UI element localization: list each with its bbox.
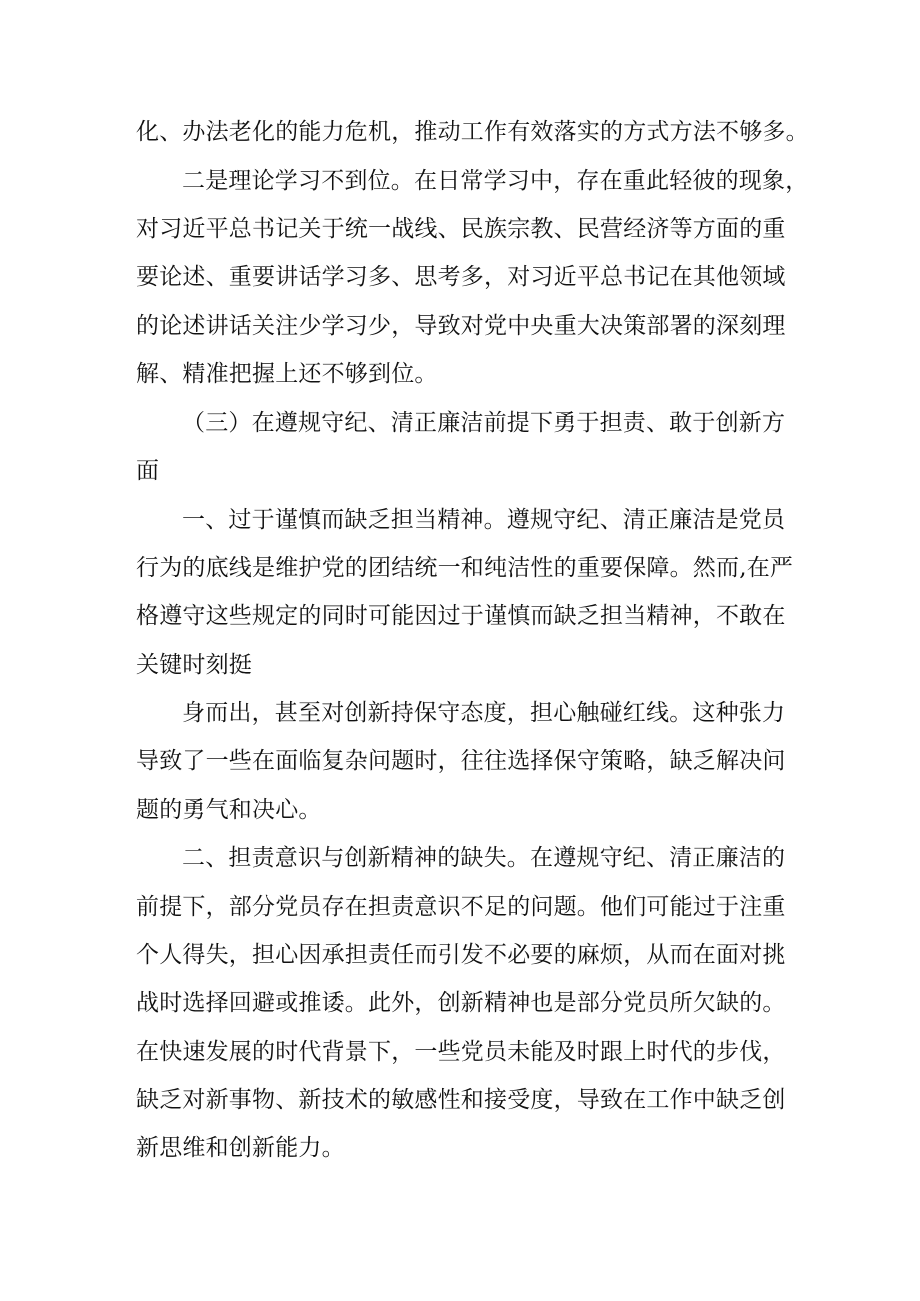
section-heading-continued: 面 xyxy=(136,458,160,484)
text-line-5: 的论述讲话关注少学习少，导致对党中央重大决策部署的深刻理 xyxy=(136,313,786,339)
text-line-12: 关键时刻挺 xyxy=(136,652,252,678)
text-line-4: 要论述、重要讲话学习多、思考多，对习近平总书记在其他领域 xyxy=(136,264,786,290)
text-line-9: 一、过于谨慎而缺乏担当精神。遵规守纪、清正廉洁是党员 xyxy=(182,507,786,533)
text-line-18: 个人得失，担心因承担责任而引发不必要的麻烦，从而在面对挑 xyxy=(136,942,786,968)
text-line-1: 化、办法老化的能力危机，推动工作有效落实的方式方法不够多。 xyxy=(136,119,809,145)
text-line-6: 解、精准把握上还不够到位。 xyxy=(136,361,438,387)
text-line-11: 格遵守这些规定的同时可能因过于谨慎而缺乏担当精神，不敢在 xyxy=(136,603,786,629)
text-line-14: 导致了一些在面临复杂问题时，往往选择保守策略，缺乏解决问 xyxy=(136,748,786,774)
text-line-17: 前提下，部分党员存在担责意识不足的问题。他们可能过于注重 xyxy=(136,894,786,920)
section-heading: （三）在遵规守纪、清正廉洁前提下勇于担责、敢于创新方 xyxy=(182,410,786,436)
text-line-20: 在快速发展的时代背景下，一些党员未能及时跟上时代的步伐， xyxy=(136,1039,786,1065)
text-line-13: 身而出，甚至对创新持保守态度，担心触碰红线。这种张力 xyxy=(182,700,786,726)
text-line-16: 二、担责意识与创新精神的缺失。在遵规守纪、清正廉洁的 xyxy=(182,845,786,871)
text-line-22: 新思维和创新能力。 xyxy=(136,1135,345,1161)
text-line-15: 题的勇气和决心。 xyxy=(136,797,322,823)
text-line-3: 对习近平总书记关于统一战线、民族宗教、民营经济等方面的重 xyxy=(136,216,786,242)
text-line-21: 缺乏对新事物、新技术的敏感性和接受度，导致在工作中缺乏创 xyxy=(136,1087,786,1113)
text-line-10: 行为的底线是维护党的团结统一和纯洁性的重要保障。然而,在严 xyxy=(136,555,794,581)
text-line-2: 二是理论学习不到位。在日常学习中，存在重此轻彼的现象， xyxy=(182,168,809,194)
text-line-19: 战时选择回避或推诿。此外，创新精神也是部分党员所欠缺的。 xyxy=(136,990,786,1016)
